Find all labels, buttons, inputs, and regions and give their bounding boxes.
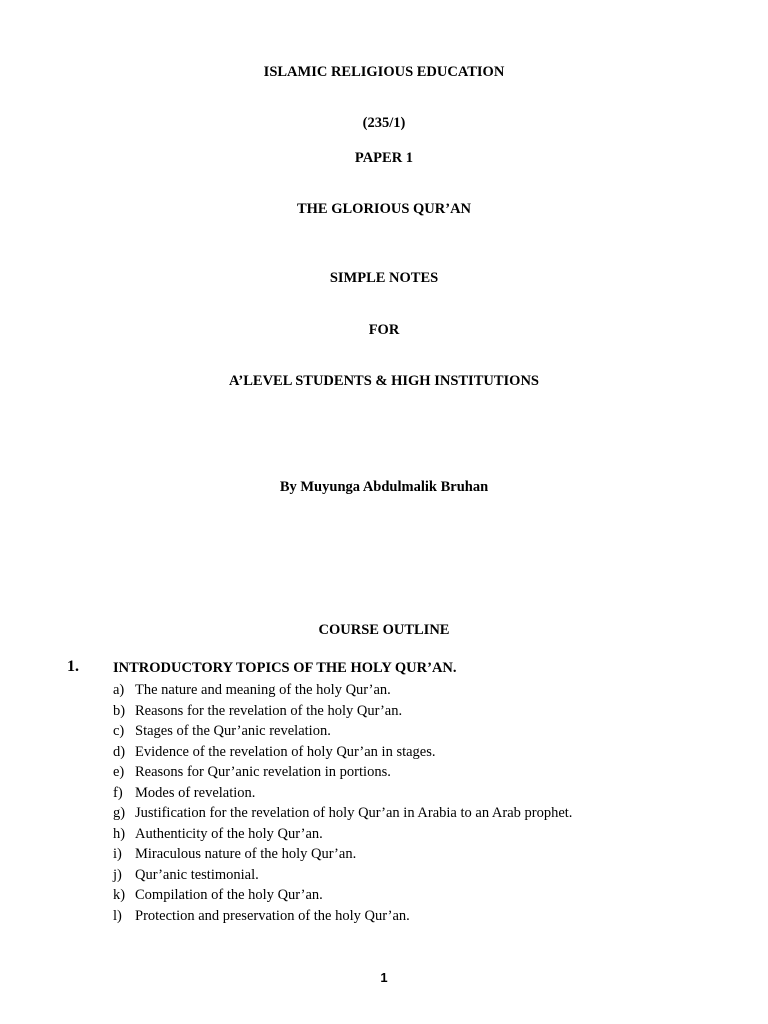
item-letter: c) <box>113 723 125 739</box>
item-letter: h) <box>113 825 126 842</box>
item-letter: j) <box>113 866 122 883</box>
item-letter: a) <box>113 682 125 698</box>
item-text: Evidence of the revelation of holy Qur’an in stages. <box>135 743 436 760</box>
paper-number: PAPER 1 <box>354 150 414 166</box>
item-text: Reasons for the revelation of the holy Qur’an. <box>135 702 403 719</box>
paper-code: (235/1) <box>362 115 406 131</box>
section-title: INTRODUCTORY TOPICS OF THE HOLY QUR’AN. <box>113 660 457 676</box>
for-heading: FOR <box>368 322 400 338</box>
page-number: 1 <box>380 970 388 985</box>
item-letter: d) <box>113 743 126 760</box>
course-outline-heading: COURSE OUTLINE <box>318 622 450 638</box>
item-letter: i) <box>113 846 122 862</box>
item-text: Modes of revelation. <box>135 784 256 801</box>
item-text: Qur’anic testimonial. <box>135 866 259 883</box>
item-text: Justification for the revelation of holy Qur’an in Arabia to an Arab prophet. <box>135 805 573 821</box>
item-letter: b) <box>113 702 126 719</box>
audience-heading: A’LEVEL STUDENTS & HIGH INSTITUTIONS <box>229 373 539 389</box>
item-text: Protection and preservation of the holy Qur’an. <box>135 907 410 924</box>
item-text: Compilation of the holy Qur’an. <box>135 887 323 903</box>
subject-heading: ISLAMIC RELIGIOUS EDUCATION <box>263 64 505 80</box>
section-number: 1. <box>67 658 79 675</box>
item-letter: g) <box>113 805 126 821</box>
notes-heading: SIMPLE NOTES <box>329 270 439 286</box>
document-title: THE GLORIOUS QUR’AN <box>296 201 472 217</box>
item-letter: e) <box>113 764 125 780</box>
item-letter: f) <box>113 784 123 801</box>
item-letter: k) <box>113 887 126 903</box>
item-text: Miraculous nature of the holy Qur’an. <box>135 846 357 862</box>
author-line: By Muyunga Abdulmalik Bruhan <box>279 479 489 495</box>
item-text: Authenticity of the holy Qur’an. <box>135 825 323 842</box>
item-letter: l) <box>113 907 122 924</box>
item-text: Stages of the Qur’anic revelation. <box>135 723 331 739</box>
item-text: The nature and meaning of the holy Qur’an. <box>135 682 391 698</box>
item-text: Reasons for Qur’anic revelation in portions. <box>135 764 391 780</box>
